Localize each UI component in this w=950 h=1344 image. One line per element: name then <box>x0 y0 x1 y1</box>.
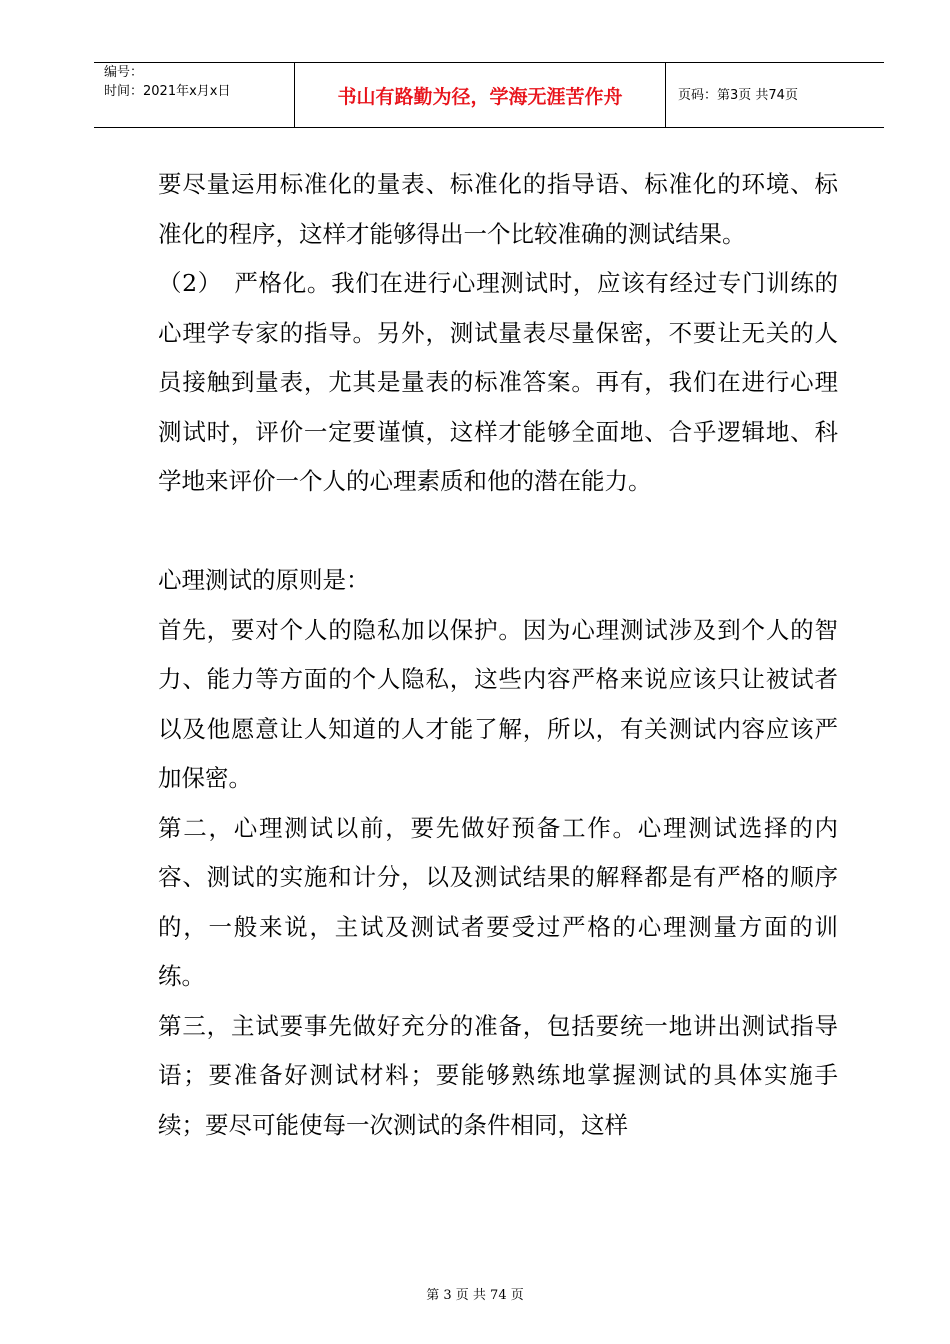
body-paragraph: 首先，要对个人的隐私加以保护。因为心理测试涉及到个人的智力、能力等方面的个人隐私，这些内容严格来说应该只让被试者以及他愿意让人知道的人才能了解，所以，有关测试内容应该严加保密。 <box>158 615 838 792</box>
body-paragraph: （2） 严格化。我们在进行心理测试时，应该有经过专门训练的心理学专家的指导。另外，测试量表尽量保密，不要让无关的人员接触到量表，尤其是量表的标准答案。再有，我们在进行心理测试时，评价一定要谨慎，这样才能够全面地、合乎逻辑地、科学地来评价一个人的心理素质和他的潜在能力。 <box>158 269 838 495</box>
section-heading: 心理测试的原则是： <box>158 566 370 594</box>
document-time: 时间：2021年x月x日 <box>104 84 231 99</box>
header-page-cell <box>666 63 884 127</box>
page-footer: 第 3 页 共 74 页 <box>426 1288 524 1303</box>
body-paragraph: 要尽量运用标准化的量表、标准化的指导语、标准化的环境、标准化的程序，这样才能够得出一个比较准确的测试结果。 <box>158 170 838 248</box>
header-meta-cell <box>94 63 294 127</box>
header-motto: 书山有路勤为径，学海无涯苦作舟 <box>337 86 623 108</box>
paragraph-spacer <box>158 507 838 557</box>
document-body <box>158 160 838 1150</box>
document-number-label: 编号： <box>104 65 144 80</box>
body-paragraph: 第三，主试要事先做好充分的准备，包括要统一地讲出测试指导语；要准备好测试材料；要能够熟练地掌握测试的具体实施手续；要尽可能使每一次测试的条件相同，这样 <box>158 1011 838 1139</box>
header-page-info: 页码：第3页 共74页 <box>678 88 798 103</box>
header-motto-cell <box>294 63 666 127</box>
body-paragraph: 第二，心理测试以前，要先做好预备工作。心理测试选择的内容、测试的实施和计分，以及测试结果的解释都是有严格的顺序的，一般来说，主试及测试者要受过严格的心理测量方面的训练。 <box>158 813 838 990</box>
document-header <box>94 62 884 128</box>
